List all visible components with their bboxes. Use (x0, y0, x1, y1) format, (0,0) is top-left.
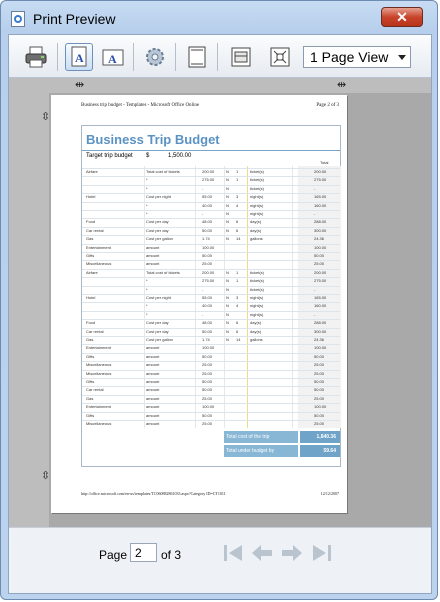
page-header-right: Page 2 of 3 (316, 103, 339, 108)
cell-amount: 25.00 (202, 395, 213, 401)
cell-total: 50.00 (314, 353, 325, 359)
summary-under-label: Total under budget by (226, 448, 275, 454)
cell-total: 25.00 (314, 421, 325, 426)
table-row (82, 227, 340, 234)
cell-basis: amount (146, 387, 160, 393)
cell-total: 50.00 (314, 412, 325, 418)
page-header-left: Business trip budget - Templates - Microsoft Office Online (81, 103, 200, 108)
view-select-value: 1 Page View (310, 49, 389, 65)
bottom-margin-handle[interactable]: ⇳ (41, 470, 51, 482)
page-number-input[interactable]: 2 (130, 543, 157, 562)
cell-amount: 100.00 (202, 244, 215, 250)
cell-unit: ticket(s) (250, 269, 264, 275)
sheet-title: Business Trip Budget (86, 132, 220, 147)
cell-quantity: 6 (236, 320, 239, 326)
cell-basis: amount (146, 353, 160, 359)
cell-amount: 25.00 (202, 421, 213, 426)
shrink-to-fit-icon[interactable] (267, 44, 293, 70)
table-row (82, 269, 340, 276)
cell-quantity: 4 (236, 303, 239, 309)
svg-text:A: A (75, 51, 84, 65)
cell-quantity: 1 (236, 278, 239, 284)
table-row (82, 252, 340, 259)
cell-total: 288.00 (314, 219, 327, 225)
cell-unit: ticket(s) (250, 286, 264, 292)
toolbar (9, 35, 431, 78)
cell-multiplier: N (226, 236, 229, 242)
cell-unit: day(s) (250, 328, 262, 334)
table-row (82, 260, 340, 267)
cell-multiplier: N (226, 286, 229, 292)
toolbar-separator (217, 43, 218, 71)
arrow-left-icon (251, 544, 273, 562)
previous-page-button[interactable] (251, 544, 273, 562)
cell-category: Gifts (86, 379, 95, 384)
cell-category: Gas (86, 236, 94, 242)
table-row (82, 244, 340, 251)
cell-amount: 25.00 (202, 362, 213, 368)
cell-amount: - (202, 211, 204, 216)
table-row (82, 176, 340, 183)
cell-total: - (314, 185, 316, 191)
summary-under-value-box (300, 445, 340, 457)
table-row (82, 412, 340, 419)
cell-amount: 50.00 (202, 328, 213, 334)
cell-amount: 25.00 (202, 261, 213, 267)
cell-total: 288.00 (314, 320, 327, 326)
cell-category: Airfare (86, 169, 98, 174)
cell-basis: Cost per night (146, 295, 171, 300)
cell-total: 100.00 (314, 404, 327, 410)
cell-category: Airfare (86, 269, 98, 275)
page-count: of 3 (161, 548, 182, 562)
landscape-icon[interactable] (100, 44, 126, 70)
cell-category: Gifts (86, 253, 95, 258)
cell-total: 300.00 (314, 227, 327, 233)
cell-category: Entertainment (86, 244, 111, 250)
cell-multiplier: N (226, 295, 229, 300)
full-width-icon[interactable] (228, 44, 254, 70)
cell-basis: Cost per gallon (146, 337, 173, 342)
page-footer-right: 12/12/2007 (320, 491, 339, 496)
cell-amount: 48.00 (202, 219, 213, 225)
cell-multiplier: N (226, 278, 229, 284)
window-title: Print Preview (33, 11, 116, 27)
cell-amount: - (202, 286, 204, 292)
cell-total: 160.00 (314, 202, 327, 208)
cell-category: Gifts (86, 412, 95, 418)
cell-total: 50.00 (314, 253, 325, 258)
cell-amount: 1.74 (202, 337, 210, 342)
cell-quantity: 1 (236, 177, 239, 183)
cell-multiplier: N (226, 219, 229, 225)
cell-unit: night(s) (250, 194, 264, 200)
cell-amount: 200.00 (202, 169, 215, 174)
app-icon (11, 11, 25, 27)
cell-category: Miscellaneous (86, 370, 112, 376)
cell-basis: amount (146, 244, 160, 250)
svg-text:A: A (108, 52, 117, 66)
page-setup-icon[interactable] (142, 44, 168, 70)
cell-amount: 50.00 (202, 253, 213, 258)
top-margin-handle[interactable]: ⇳ (41, 111, 51, 123)
next-page-button[interactable] (281, 544, 303, 562)
cell-basis: * (146, 202, 148, 208)
first-page-button[interactable] (222, 544, 244, 562)
arrow-right-icon (281, 544, 303, 562)
cell-amount: 50.00 (202, 379, 213, 384)
table-row (82, 286, 340, 293)
cell-total: 25.00 (314, 261, 325, 267)
table-row (82, 193, 340, 200)
page-label: Page (99, 548, 128, 562)
cell-category: Food (86, 219, 96, 225)
cell-unit: night(s) (250, 211, 264, 216)
close-button[interactable]: ✕ (381, 7, 423, 27)
client-area (8, 34, 432, 594)
target-budget-amount: 1,500.00 (168, 153, 192, 159)
cell-basis: * (146, 303, 148, 309)
cell-quantity: 1 (236, 169, 239, 174)
cell-basis: * (146, 211, 148, 216)
cell-basis: Total cost of tickets (146, 169, 180, 174)
cell-category: Car rental (86, 387, 104, 393)
preview-area[interactable] (9, 78, 431, 527)
cell-total: 275.00 (314, 177, 327, 183)
cell-quantity: 6 (236, 219, 239, 225)
table-row (82, 328, 340, 335)
cell-total: 50.00 (314, 379, 325, 384)
cell-basis: amount (146, 412, 160, 418)
cell-basis: * (146, 286, 148, 292)
cell-total: - (314, 311, 316, 317)
cell-quantity: 3 (236, 194, 239, 200)
cell-basis: Total cost of tickets (146, 269, 180, 275)
cell-amount: 50.00 (202, 387, 213, 393)
cell-unit: ticket(s) (250, 185, 264, 191)
target-budget-currency: $ (146, 153, 150, 159)
cell-total: 24.36 (314, 337, 325, 342)
cell-multiplier: N (226, 202, 229, 208)
cell-category: Car rental (86, 227, 104, 233)
table-row (82, 370, 340, 377)
cell-basis: * (146, 177, 148, 183)
cell-amount: 100.00 (202, 345, 215, 351)
cell-unit: night(s) (250, 202, 264, 208)
page-footer-left: http://office.microsoft.com/en-us/templates/TC060882861033.aspx?Category ID=CT1011 (81, 491, 226, 496)
cell-amount: 100.00 (202, 404, 215, 410)
cell-basis: * (146, 278, 148, 284)
first-page-icon (222, 544, 244, 562)
cell-category: Miscellaneous (86, 362, 112, 368)
cell-basis: Cost per day (146, 219, 169, 225)
cell-category: Food (86, 320, 96, 326)
cell-unit: ticket(s) (250, 278, 264, 284)
cell-unit: gallons (250, 337, 263, 342)
cell-total: 25.00 (314, 362, 325, 368)
cell-total: 165.00 (314, 295, 327, 300)
cell-multiplier: N (226, 169, 229, 174)
cell-amount: 275.00 (202, 278, 215, 284)
cell-category: Gas (86, 395, 94, 401)
cell-unit: gallons (250, 236, 263, 242)
table-row (82, 218, 340, 225)
top-margin-ruler (9, 78, 431, 93)
cell-quantity: 14 (236, 236, 241, 242)
cell-basis: amount (146, 404, 160, 410)
table-row (82, 336, 340, 343)
cell-category: Miscellaneous (86, 421, 112, 426)
title-bar[interactable] (1, 1, 437, 33)
cell-amount: 1.74 (202, 236, 210, 242)
toolbar-separator (57, 43, 58, 71)
cell-quantity: 6 (236, 328, 239, 334)
cell-quantity: 3 (236, 295, 239, 300)
summary-under-label-box (224, 445, 298, 457)
right-margin-handle[interactable]: ⇹ (337, 79, 347, 91)
cell-basis: amount (146, 253, 160, 258)
table-row (82, 277, 340, 284)
cell-basis: Cost per gallon (146, 236, 173, 242)
cell-total: 165.00 (314, 194, 327, 200)
table-row (82, 361, 340, 368)
cell-category: Miscellaneous (86, 261, 112, 267)
cell-total: - (314, 286, 316, 292)
table-row (82, 168, 340, 175)
left-margin-handle[interactable]: ⇹ (75, 79, 85, 91)
cell-category: Gas (86, 337, 94, 342)
cell-total: 24.36 (314, 236, 325, 242)
cell-category: Gifts (86, 353, 95, 359)
cell-basis: Cost per day (146, 328, 169, 334)
budget-sheet (81, 125, 341, 467)
summary-total-value: 1,840.36 (316, 434, 336, 440)
title-rule (82, 150, 340, 151)
cell-multiplier: N (226, 337, 229, 342)
cell-category: Entertainment (86, 404, 111, 410)
view-select[interactable] (303, 46, 411, 68)
cell-quantity: 6 (236, 227, 239, 233)
cell-multiplier: N (226, 177, 229, 183)
cell-total: 100.00 (314, 244, 327, 250)
table-row (82, 395, 340, 402)
cell-amount: 48.00 (202, 320, 213, 326)
cell-unit: ticket(s) (250, 169, 264, 174)
show-header-footer-icon[interactable] (184, 44, 210, 70)
cell-basis: Cost per day (146, 227, 169, 233)
cell-amount: 55.00 (202, 194, 213, 200)
last-page-button[interactable] (311, 544, 333, 562)
portrait-icon (66, 44, 92, 70)
table-row (82, 353, 340, 360)
cell-basis: amount (146, 261, 160, 267)
cell-unit: ticket(s) (250, 177, 264, 183)
cell-amount: 25.00 (202, 370, 213, 376)
cell-multiplier: N (226, 269, 229, 275)
summary-under-value: 59.64 (323, 448, 336, 454)
cell-multiplier: N (226, 185, 229, 191)
cell-amount: 50.00 (202, 227, 213, 233)
cell-unit: day(s) (250, 320, 262, 326)
cell-total: 200.00 (314, 269, 327, 275)
cell-multiplier: N (226, 227, 229, 233)
cell-basis: amount (146, 421, 160, 426)
cell-basis: Cost per day (146, 320, 169, 326)
cell-multiplier: N (226, 211, 229, 216)
table-row (82, 319, 340, 326)
portrait-button[interactable] (65, 43, 93, 71)
cell-total: 300.00 (314, 328, 327, 334)
preview-page (51, 95, 347, 513)
cell-multiplier: N (226, 194, 229, 200)
print-icon[interactable] (23, 44, 49, 70)
cell-amount: 50.00 (202, 353, 213, 359)
toolbar-separator (133, 43, 134, 71)
cell-amount: 40.00 (202, 202, 213, 208)
cell-basis: * (146, 311, 148, 317)
cell-amount: 200.00 (202, 269, 215, 275)
total-header: Total (320, 160, 329, 165)
table-row (82, 210, 340, 217)
last-page-icon (311, 544, 333, 562)
table-row (82, 420, 340, 427)
cell-unit: night(s) (250, 311, 264, 317)
cell-unit: day(s) (250, 219, 262, 225)
status-bar (9, 527, 431, 593)
table-row (82, 386, 340, 393)
table-row (82, 311, 340, 318)
cell-unit: night(s) (250, 295, 264, 300)
cell-amount: 55.00 (202, 295, 213, 300)
cell-basis: amount (146, 379, 160, 384)
table-row (82, 235, 340, 242)
cell-basis: amount (146, 362, 160, 368)
left-margin-ruler (9, 78, 49, 527)
cell-basis: amount (146, 395, 160, 401)
table-row (82, 202, 340, 209)
cell-category: Hotel (86, 295, 96, 300)
table-row (82, 378, 340, 385)
cell-unit: day(s) (250, 227, 262, 233)
cell-basis: * (146, 185, 148, 191)
summary-total-label-box (224, 431, 298, 443)
cell-amount: 275.00 (202, 177, 215, 183)
cell-basis: amount (146, 370, 160, 376)
cell-category: Entertainment (86, 345, 111, 351)
table-row (82, 302, 340, 309)
table-row (82, 185, 340, 192)
cell-total: 160.00 (314, 303, 327, 309)
cell-multiplier: N (226, 303, 229, 309)
cell-basis: Cost per night (146, 194, 171, 200)
table-row (82, 344, 340, 351)
summary-total-label: Total cost of the trip (226, 434, 270, 440)
cell-multiplier: N (226, 328, 229, 334)
toolbar-separator (175, 43, 176, 71)
cell-total: 100.00 (314, 345, 327, 351)
cell-amount: 40.00 (202, 303, 213, 309)
cell-multiplier: N (226, 320, 229, 326)
cell-quantity: 1 (236, 269, 239, 275)
cell-category: Car rental (86, 328, 104, 334)
cell-quantity: 14 (236, 337, 241, 342)
chevron-down-icon (398, 55, 406, 60)
cell-category: Hotel (86, 194, 96, 200)
cell-total: 200.00 (314, 169, 327, 174)
table-row (82, 294, 340, 301)
summary-total-value-box (300, 431, 340, 443)
cell-total: 275.00 (314, 278, 327, 284)
cell-total: - (314, 211, 316, 216)
target-budget-label: Target trip budget (86, 153, 133, 159)
cell-multiplier: N (226, 311, 229, 317)
cell-total: 25.00 (314, 395, 325, 401)
cell-unit: night(s) (250, 303, 264, 309)
cell-total: 50.00 (314, 387, 325, 393)
cell-total: 25.00 (314, 370, 325, 376)
table-row (82, 403, 340, 410)
cell-amount: 50.00 (202, 412, 213, 418)
cell-amount: - (202, 185, 204, 191)
cell-quantity: 4 (236, 202, 239, 208)
cell-amount: - (202, 311, 204, 317)
cell-basis: amount (146, 345, 160, 351)
